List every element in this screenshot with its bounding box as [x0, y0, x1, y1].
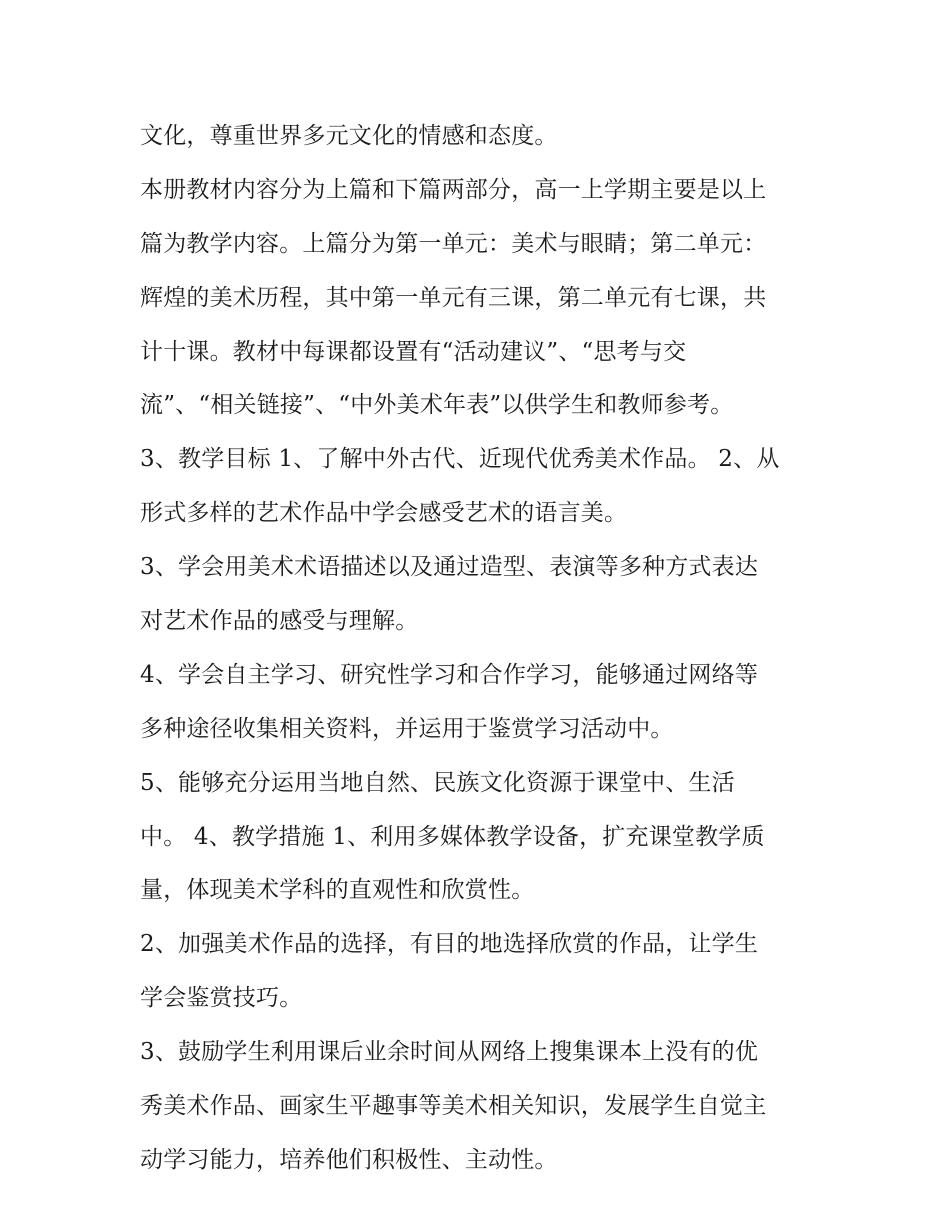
text-line: 学会鉴赏技巧。	[140, 985, 303, 1012]
text-line: 中。 4、教学措施 1、利用多媒体教学设备，扩充课堂教学质	[140, 823, 765, 850]
text-line: 3、学会用美术术语描述以及通过造型、表演等多种方式表达	[140, 554, 759, 581]
text-line: 量，体现美术学科的直观性和欣赏性。	[140, 877, 535, 904]
text-line: 流”、“相关链接”、“中外美术年表”以供学生和教师参考。	[140, 392, 734, 419]
text-line: 辉煌的美术历程，其中第一单元有三课，第二单元有七课，共	[140, 284, 767, 311]
text-line: 文化，尊重世界多元文化的情感和态度。	[140, 123, 558, 149]
text-line: 对艺术作品的感受与理解。	[140, 608, 419, 635]
text-line: 3、教学目标 1、了解中外古代、近现代优秀美术作品。 2、从	[140, 446, 780, 473]
text-line: 秀美术作品、画家生平趣事等美术相关知识，发展学生自觉主	[140, 1093, 767, 1120]
text-line: 篇为教学内容。上篇分为第一单元：美术与眼睛；第二单元：	[140, 230, 767, 257]
text-line: 4、学会自主学习、研究性学习和合作学习，能够通过网络等	[140, 661, 759, 688]
text-line: 形式多样的艺术作品中学会感受艺术的语言美。	[140, 500, 628, 527]
text-line: 2、加强美术作品的选择，有目的地选择欣赏的作品，让学生	[140, 931, 759, 958]
text-line: 3、鼓励学生利用课后业余时间从网络上搜集课本上没有的优	[140, 1039, 759, 1066]
text-line: 计十课。教材中每课都设置有“活动建议”、“思考与交	[140, 338, 687, 365]
text-line: 多种途径收集相关资料，并运用于鉴赏学习活动中。	[140, 715, 674, 742]
document-body	[140, 110, 830, 1188]
text-line: 本册教材内容分为上篇和下篇两部分，高一上学期主要是以上	[140, 176, 767, 203]
text-line: 动学习能力，培养他们积极性、主动性。	[140, 1146, 558, 1173]
text-line: 5、能够充分运用当地自然、民族文化资源于课堂中、生活	[140, 769, 735, 796]
